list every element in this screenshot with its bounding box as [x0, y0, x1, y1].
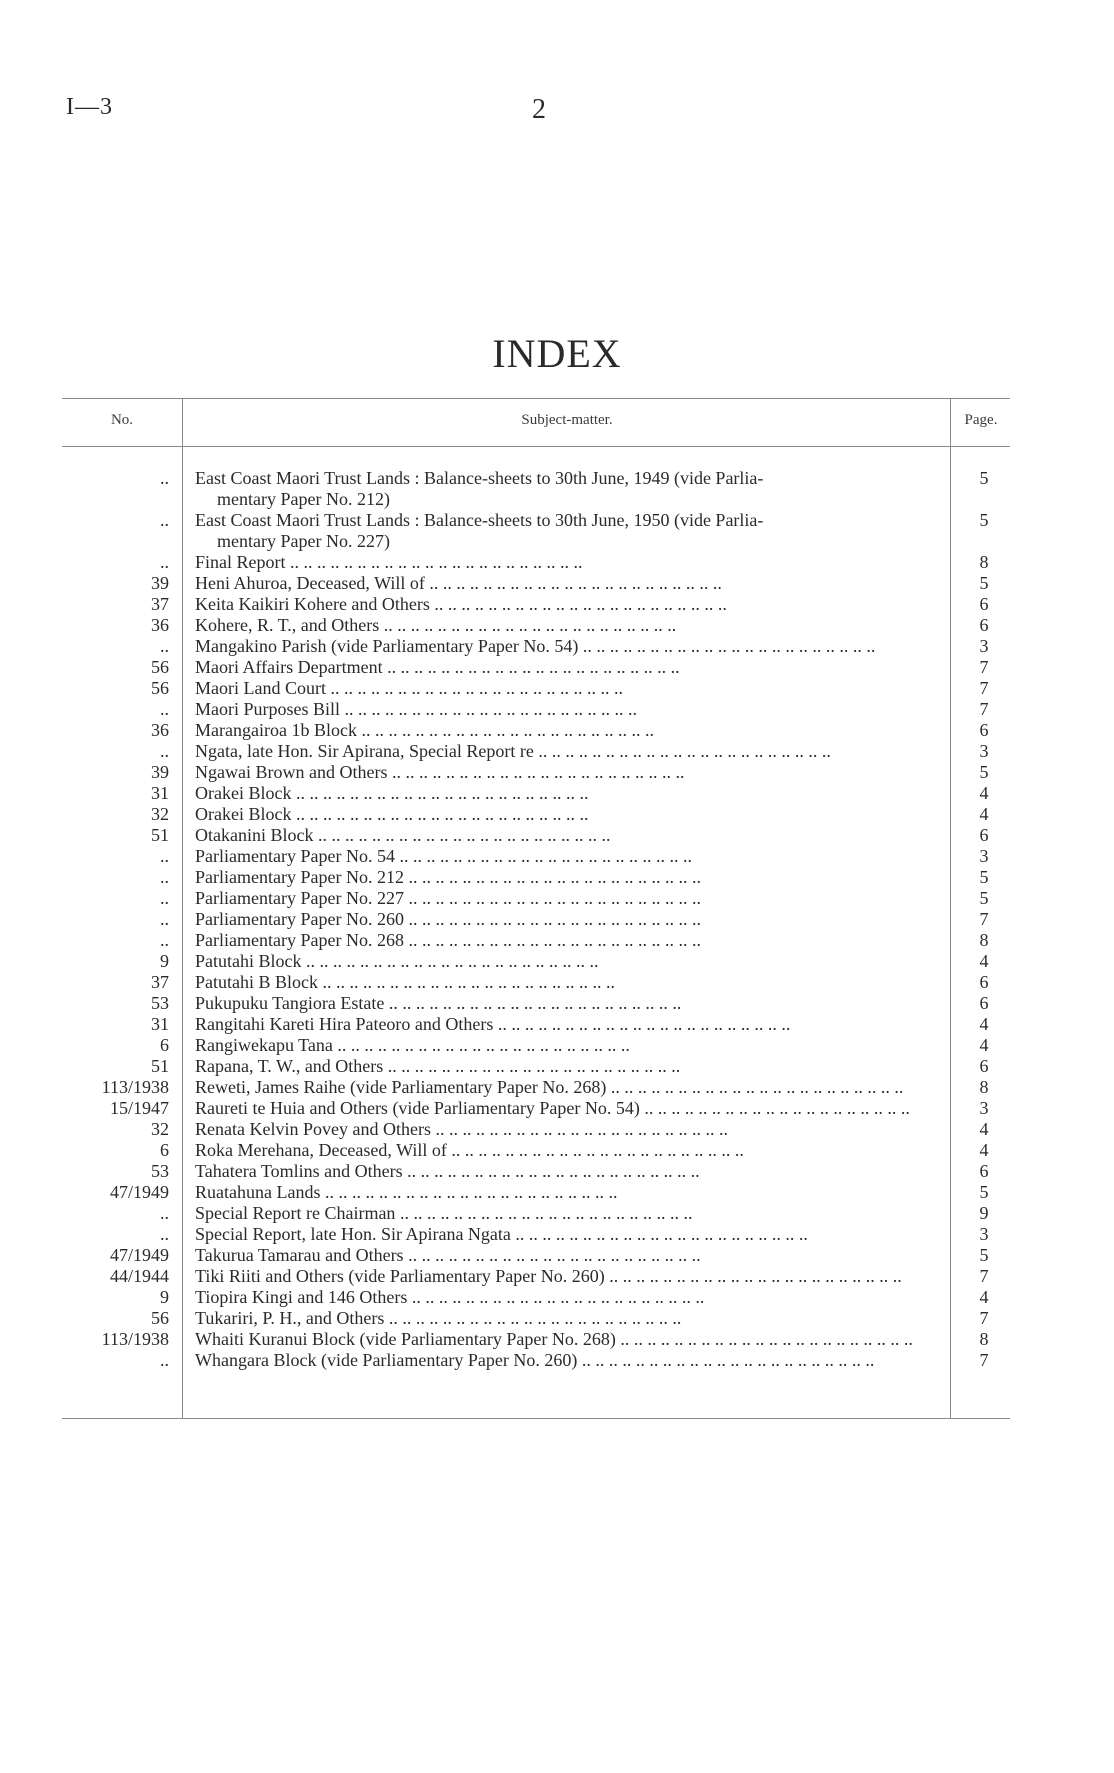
- entry-subject: [182, 1182, 951, 1203]
- entry-page: 3: [979, 1224, 989, 1244]
- entry-subject: [182, 1350, 951, 1371]
- table-row: [62, 552, 1010, 573]
- entry-page: 6: [979, 1056, 989, 1076]
- entry-subject: [182, 930, 951, 951]
- entry-number: ..: [160, 909, 169, 929]
- entry-subject: [182, 1119, 951, 1140]
- table-row: [62, 615, 1010, 636]
- entry-number: 44/1944: [109, 1266, 169, 1286]
- table-row: [62, 951, 1010, 972]
- entry-number: ..: [160, 741, 169, 761]
- table-row: [62, 1224, 1010, 1245]
- entry-subject: [182, 1266, 951, 1287]
- entry-page: 3: [979, 1098, 989, 1118]
- entry-subject-text: Otakanini Block: [195, 825, 314, 845]
- entry-subject: [182, 1077, 951, 1098]
- entry-number: 51: [151, 825, 169, 845]
- table-row: [62, 1203, 1010, 1224]
- entry-number: 51: [151, 1056, 169, 1076]
- entry-page: 5: [979, 468, 989, 488]
- entry-subject-text: Ngata, late Hon. Sir Apirana, Special Report re: [195, 741, 534, 761]
- entry-page: 4: [979, 783, 989, 803]
- entry-number: ..: [160, 636, 169, 656]
- entry-number: ..: [160, 1203, 169, 1223]
- entry-subject: [182, 573, 951, 594]
- table-row: [62, 804, 1010, 825]
- entry-subject-text: Keita Kaikiri Kohere and Others: [195, 594, 430, 614]
- entry-subject: [182, 1140, 951, 1161]
- entry-subject: [182, 1035, 951, 1056]
- entry-number: 31: [151, 1014, 169, 1034]
- entry-subject: [182, 594, 951, 615]
- entry-subject-text: Orakei Block: [195, 783, 292, 803]
- entry-subject-text: Kohere, R. T., and Others: [195, 615, 380, 635]
- entry-subject-continuation: mentary Paper No. 227): [217, 531, 390, 551]
- entry-page: 8: [979, 930, 989, 950]
- entry-page: 6: [979, 993, 989, 1013]
- entry-subject-text: Maori Purposes Bill: [195, 699, 341, 719]
- index-table: [62, 398, 1010, 1426]
- entry-number: 47/1949: [109, 1182, 169, 1202]
- entry-number: 9: [160, 1287, 169, 1307]
- entry-subject-text: Rangitahi Kareti Hira Pateoro and Others: [195, 1014, 494, 1034]
- entry-number: 53: [151, 993, 169, 1013]
- entry-subject-text: Special Report re Chairman: [195, 1203, 396, 1223]
- table-row: [62, 1140, 1010, 1161]
- entry-subject-text: Parliamentary Paper No. 212: [195, 867, 404, 887]
- entry-number: ..: [160, 699, 169, 719]
- table-row: [62, 993, 1010, 1014]
- table-row: [62, 1266, 1010, 1287]
- entry-subject: [182, 699, 951, 720]
- entry-page: 8: [979, 1329, 989, 1349]
- table-row: [62, 468, 1010, 510]
- entry-subject-text: Takurua Tamarau and Others: [195, 1245, 404, 1265]
- table-row: [62, 1077, 1010, 1098]
- page-number: 2: [532, 94, 546, 125]
- entry-subject: [182, 1203, 951, 1224]
- entry-subject-line: East Coast Maori Trust Lands : Balance-sheets to 30th June, 1950 (vide Parlia-: [195, 510, 764, 530]
- entry-subject: [182, 1014, 951, 1035]
- entry-subject: [182, 888, 951, 909]
- entry-subject-text: Roka Merehana, Deceased, Will of: [195, 1140, 447, 1160]
- entry-subject: [182, 1308, 951, 1329]
- entry-subject-text: Orakei Block: [195, 804, 292, 824]
- column-header-page: Page.: [964, 412, 998, 428]
- entry-subject: [182, 1224, 951, 1245]
- table-row: [62, 1014, 1010, 1035]
- entry-page: 7: [979, 657, 989, 677]
- entry-subject: [182, 720, 951, 741]
- entry-page: 7: [979, 678, 989, 698]
- entry-subject: [182, 741, 951, 762]
- entry-subject: [182, 468, 951, 510]
- entry-number: ..: [160, 1224, 169, 1244]
- column-header-no: No.: [110, 412, 134, 428]
- entry-subject: [182, 657, 951, 678]
- entry-page: 3: [979, 741, 989, 761]
- entry-subject: [182, 510, 951, 552]
- entry-number: 113/1938: [101, 1329, 169, 1349]
- entry-subject: [182, 615, 951, 636]
- entry-subject-text: Parliamentary Paper No. 260: [195, 909, 404, 929]
- entry-subject-text: Raureti te Huia and Others (vide Parliamentary Paper No. 54): [195, 1098, 640, 1118]
- entry-page: 8: [979, 1077, 989, 1097]
- entry-subject: [182, 867, 951, 888]
- entry-number: 6: [160, 1035, 169, 1055]
- entry-number: 53: [151, 1161, 169, 1181]
- entry-subject-text: Special Report, late Hon. Sir Apirana Ngata: [195, 1224, 511, 1244]
- entry-page: 4: [979, 1035, 989, 1055]
- entry-subject-text: Tukariri, P. H., and Others: [195, 1308, 385, 1328]
- entry-number: 39: [151, 762, 169, 782]
- entry-subject-text: Reweti, James Raihe (vide Parliamentary Paper No. 268): [195, 1077, 607, 1097]
- entry-number: 36: [151, 615, 169, 635]
- table-bottom-rule: [62, 1418, 1010, 1419]
- entry-page: 8: [979, 552, 989, 572]
- table-row: [62, 657, 1010, 678]
- entry-number: 9: [160, 951, 169, 971]
- table-top-rule: [62, 398, 1010, 399]
- entry-subject: [182, 1161, 951, 1182]
- entry-subject-text: Patutahi B Block: [195, 972, 318, 992]
- table-row: [62, 699, 1010, 720]
- table-row: [62, 1350, 1010, 1371]
- entry-subject-text: Rangiwekapu Tana: [195, 1035, 333, 1055]
- entry-page: 5: [979, 510, 989, 530]
- entry-number: ..: [160, 930, 169, 950]
- entry-page: 5: [979, 867, 989, 887]
- entry-number: 39: [151, 573, 169, 593]
- table-row: [62, 1035, 1010, 1056]
- entry-subject: [182, 1098, 951, 1119]
- entry-subject: [182, 678, 951, 699]
- entry-subject-text: Tiopira Kingi and 146 Others: [195, 1287, 408, 1307]
- entry-subject: [182, 825, 951, 846]
- entry-subject: [182, 636, 951, 657]
- entry-subject: [182, 762, 951, 783]
- entry-subject-text: Parliamentary Paper No. 54: [195, 846, 395, 866]
- entry-page: 5: [979, 762, 989, 782]
- table-row: [62, 741, 1010, 762]
- entry-number: ..: [160, 888, 169, 908]
- entry-subject: [182, 1245, 951, 1266]
- entry-number: 37: [151, 972, 169, 992]
- table-row: [62, 678, 1010, 699]
- entry-page: 5: [979, 1245, 989, 1265]
- entry-page: 7: [979, 699, 989, 719]
- table-row: [62, 1119, 1010, 1140]
- entry-subject-continuation: mentary Paper No. 212): [217, 489, 390, 509]
- entry-page: 4: [979, 951, 989, 971]
- table-row: [62, 594, 1010, 615]
- entry-page: 5: [979, 573, 989, 593]
- table-row: [62, 1329, 1010, 1350]
- table-row: [62, 825, 1010, 846]
- entry-subject-text: Patutahi Block: [195, 951, 302, 971]
- entry-number: 56: [151, 678, 169, 698]
- entry-subject-text: Ruatahuna Lands: [195, 1182, 321, 1202]
- table-body: [62, 468, 1010, 1371]
- entry-subject: [182, 783, 951, 804]
- entry-subject-line: East Coast Maori Trust Lands : Balance-sheets to 30th June, 1949 (vide Parlia-: [195, 468, 764, 488]
- entry-number: 47/1949: [109, 1245, 169, 1265]
- table-row: [62, 762, 1010, 783]
- entry-number: 56: [151, 657, 169, 677]
- table-row: [62, 1056, 1010, 1077]
- page-title: INDEX: [492, 331, 622, 376]
- entry-subject: [182, 1287, 951, 1308]
- entry-number: ..: [160, 1350, 169, 1370]
- entry-subject-text: Whangara Block (vide Parliamentary Paper No. 260): [195, 1350, 578, 1370]
- entry-page: 5: [979, 888, 989, 908]
- entry-subject-text: Tiki Riiti and Others (vide Parliamentary Paper No. 260): [195, 1266, 605, 1286]
- entry-subject-text: Tahatera Tomlins and Others: [195, 1161, 403, 1181]
- table-row: [62, 888, 1010, 909]
- entry-subject: [182, 993, 951, 1014]
- entry-page: 4: [979, 1119, 989, 1139]
- table-row: [62, 1245, 1010, 1266]
- entry-subject: [182, 552, 951, 573]
- entry-subject: [182, 909, 951, 930]
- entry-number: 31: [151, 783, 169, 803]
- entry-subject-text: Heni Ahuroa, Deceased, Will of: [195, 573, 425, 593]
- entry-subject-text: Maori Land Court: [195, 678, 326, 698]
- entry-number: 56: [151, 1308, 169, 1328]
- entry-subject-text: Final Report: [195, 552, 286, 572]
- entry-subject: [182, 846, 951, 867]
- entry-subject-text: Mangakino Parish (vide Parliamentary Paper No. 54): [195, 636, 579, 656]
- table-row: [62, 573, 1010, 594]
- table-row: [62, 1161, 1010, 1182]
- table-row: [62, 1287, 1010, 1308]
- entry-subject-text: Renata Kelvin Povey and Others: [195, 1119, 431, 1139]
- entry-page: 6: [979, 615, 989, 635]
- entry-page: 4: [979, 1014, 989, 1034]
- table-row: [62, 909, 1010, 930]
- entry-number: 36: [151, 720, 169, 740]
- entry-page: 3: [979, 636, 989, 656]
- table-row: [62, 867, 1010, 888]
- entry-subject-text: Whaiti Kuranui Block (vide Parliamentary Paper No. 268): [195, 1329, 616, 1349]
- entry-number: 32: [151, 1119, 169, 1139]
- entry-number: ..: [160, 468, 169, 488]
- table-header-rule: [62, 446, 1010, 447]
- entry-subject-text: Marangairoa 1b Block: [195, 720, 357, 740]
- table-row: [62, 1308, 1010, 1329]
- entry-page: 6: [979, 972, 989, 992]
- table-row: [62, 636, 1010, 657]
- entry-number: ..: [160, 846, 169, 866]
- entry-subject-text: Ngawai Brown and Others: [195, 762, 388, 782]
- entry-page: 6: [979, 720, 989, 740]
- entry-page: 6: [979, 825, 989, 845]
- entry-page: 4: [979, 1140, 989, 1160]
- entry-subject-text: Maori Affairs Department: [195, 657, 383, 677]
- entry-page: 5: [979, 1182, 989, 1202]
- entry-subject: [182, 804, 951, 825]
- table-row: [62, 930, 1010, 951]
- entry-subject: [182, 1056, 951, 1077]
- entry-page: 7: [979, 1266, 989, 1286]
- document-reference: I—3: [66, 94, 113, 120]
- table-row: [62, 972, 1010, 993]
- entry-subject-text: Parliamentary Paper No. 227: [195, 888, 404, 908]
- column-header-subject: Subject-matter.: [521, 412, 613, 428]
- entry-subject: [182, 972, 951, 993]
- table-row: [62, 510, 1010, 552]
- entry-page: 3: [979, 846, 989, 866]
- entry-subject-text: Pukupuku Tangiora Estate: [195, 993, 385, 1013]
- entry-number: 15/1947: [109, 1098, 169, 1118]
- entry-page: 9: [979, 1203, 989, 1223]
- entry-page: 7: [979, 1308, 989, 1328]
- table-row: [62, 846, 1010, 867]
- entry-page: 7: [979, 1350, 989, 1370]
- table-row: [62, 720, 1010, 741]
- entry-number: ..: [160, 510, 169, 530]
- entry-number: 32: [151, 804, 169, 824]
- entry-number: 6: [160, 1140, 169, 1160]
- entry-number: 37: [151, 594, 169, 614]
- entry-subject-text: Rapana, T. W., and Others: [195, 1056, 384, 1076]
- entry-subject-text: Parliamentary Paper No. 268: [195, 930, 404, 950]
- entry-page: 4: [979, 1287, 989, 1307]
- entry-subject: [182, 951, 951, 972]
- entry-page: 4: [979, 804, 989, 824]
- table-row: [62, 1182, 1010, 1203]
- entry-number: ..: [160, 867, 169, 887]
- entry-subject: [182, 1329, 951, 1350]
- entry-page: 6: [979, 1161, 989, 1181]
- entry-page: 7: [979, 909, 989, 929]
- entry-number: 113/1938: [101, 1077, 169, 1097]
- table-row: [62, 783, 1010, 804]
- entry-number: ..: [160, 552, 169, 572]
- entry-page: 6: [979, 594, 989, 614]
- table-row: [62, 1098, 1010, 1119]
